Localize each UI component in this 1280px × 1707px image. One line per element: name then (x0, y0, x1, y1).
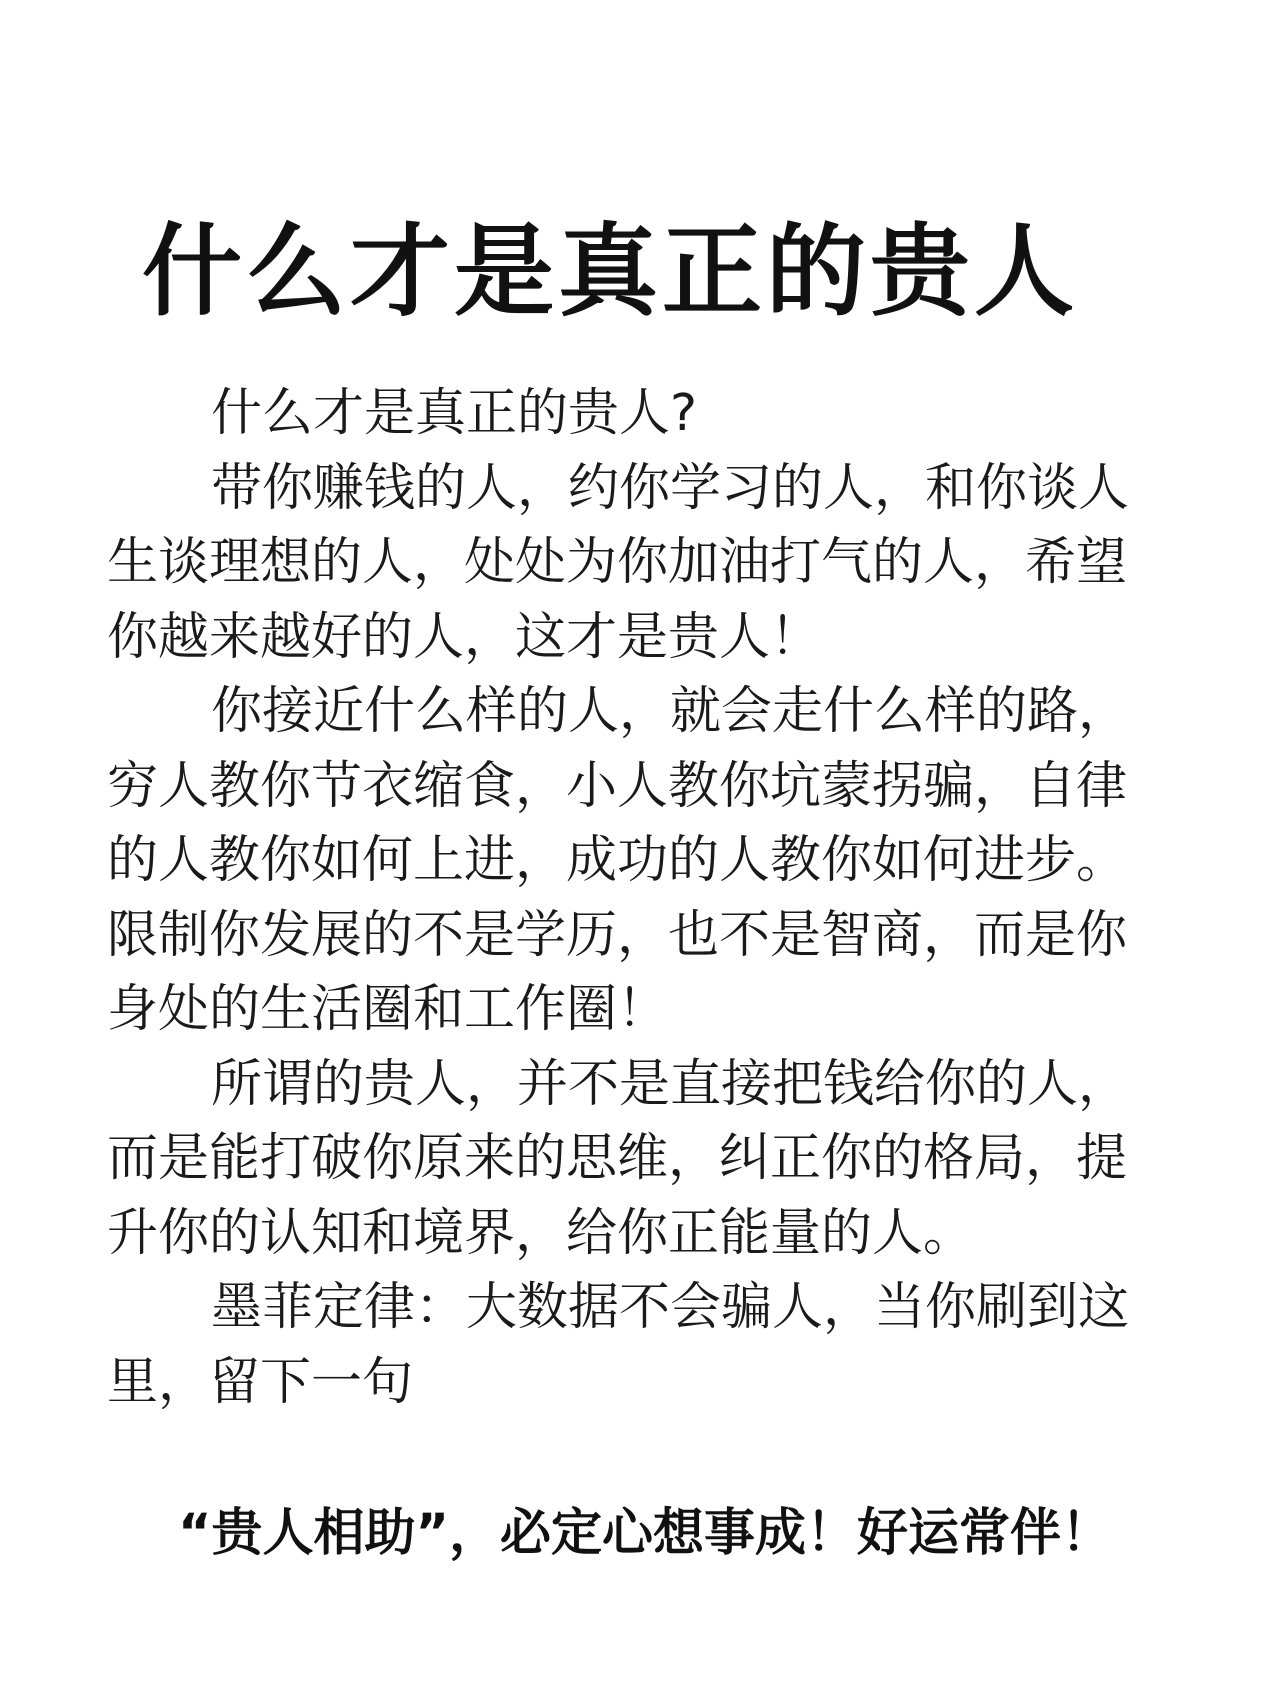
body-line: 你接近什么样的人，就会走什么样的路， (211, 682, 1130, 741)
body-line: 里，留下一句 (107, 1352, 414, 1412)
body-line: 什么才是真正的贵人? (211, 384, 698, 443)
body-line: 穷人教你节衣缩食，小人教你坑蒙拐骗，自律 (107, 756, 1128, 816)
body-line: 生谈理想的人，处处为你加油打气的人，希望 (107, 533, 1128, 592)
body-line: 墨菲定律：大数据不会骗人，当你刷到这 (211, 1278, 1130, 1337)
body-line: 的人教你如何上进，成功的人教你如何进步。 (107, 831, 1128, 890)
page-title: 什么才是真正的贵人 (142, 213, 1078, 330)
body-line: 所谓的贵人，并不是直接把钱给你的人， (211, 1054, 1130, 1114)
closing-blessing: “贵人相助”，必定心想事成！好运常伴！ (177, 1504, 1113, 1563)
body-line: 升你的认知和境界，给你正能量的人。 (107, 1203, 975, 1263)
article-body (107, 377, 1147, 1420)
body-line: 限制你发展的不是学历，也不是智商，而是你 (107, 905, 1128, 965)
body-line: 身处的生活圈和工作圈！ (107, 980, 669, 1039)
body-line: 而是能打破你原来的思维，纠正你的格局，提 (107, 1129, 1128, 1188)
body-line: 你越来越好的人，这才是贵人！ (107, 607, 822, 667)
body-line: 带你赚钱的人，约你学习的人，和你谈人 (211, 458, 1130, 518)
